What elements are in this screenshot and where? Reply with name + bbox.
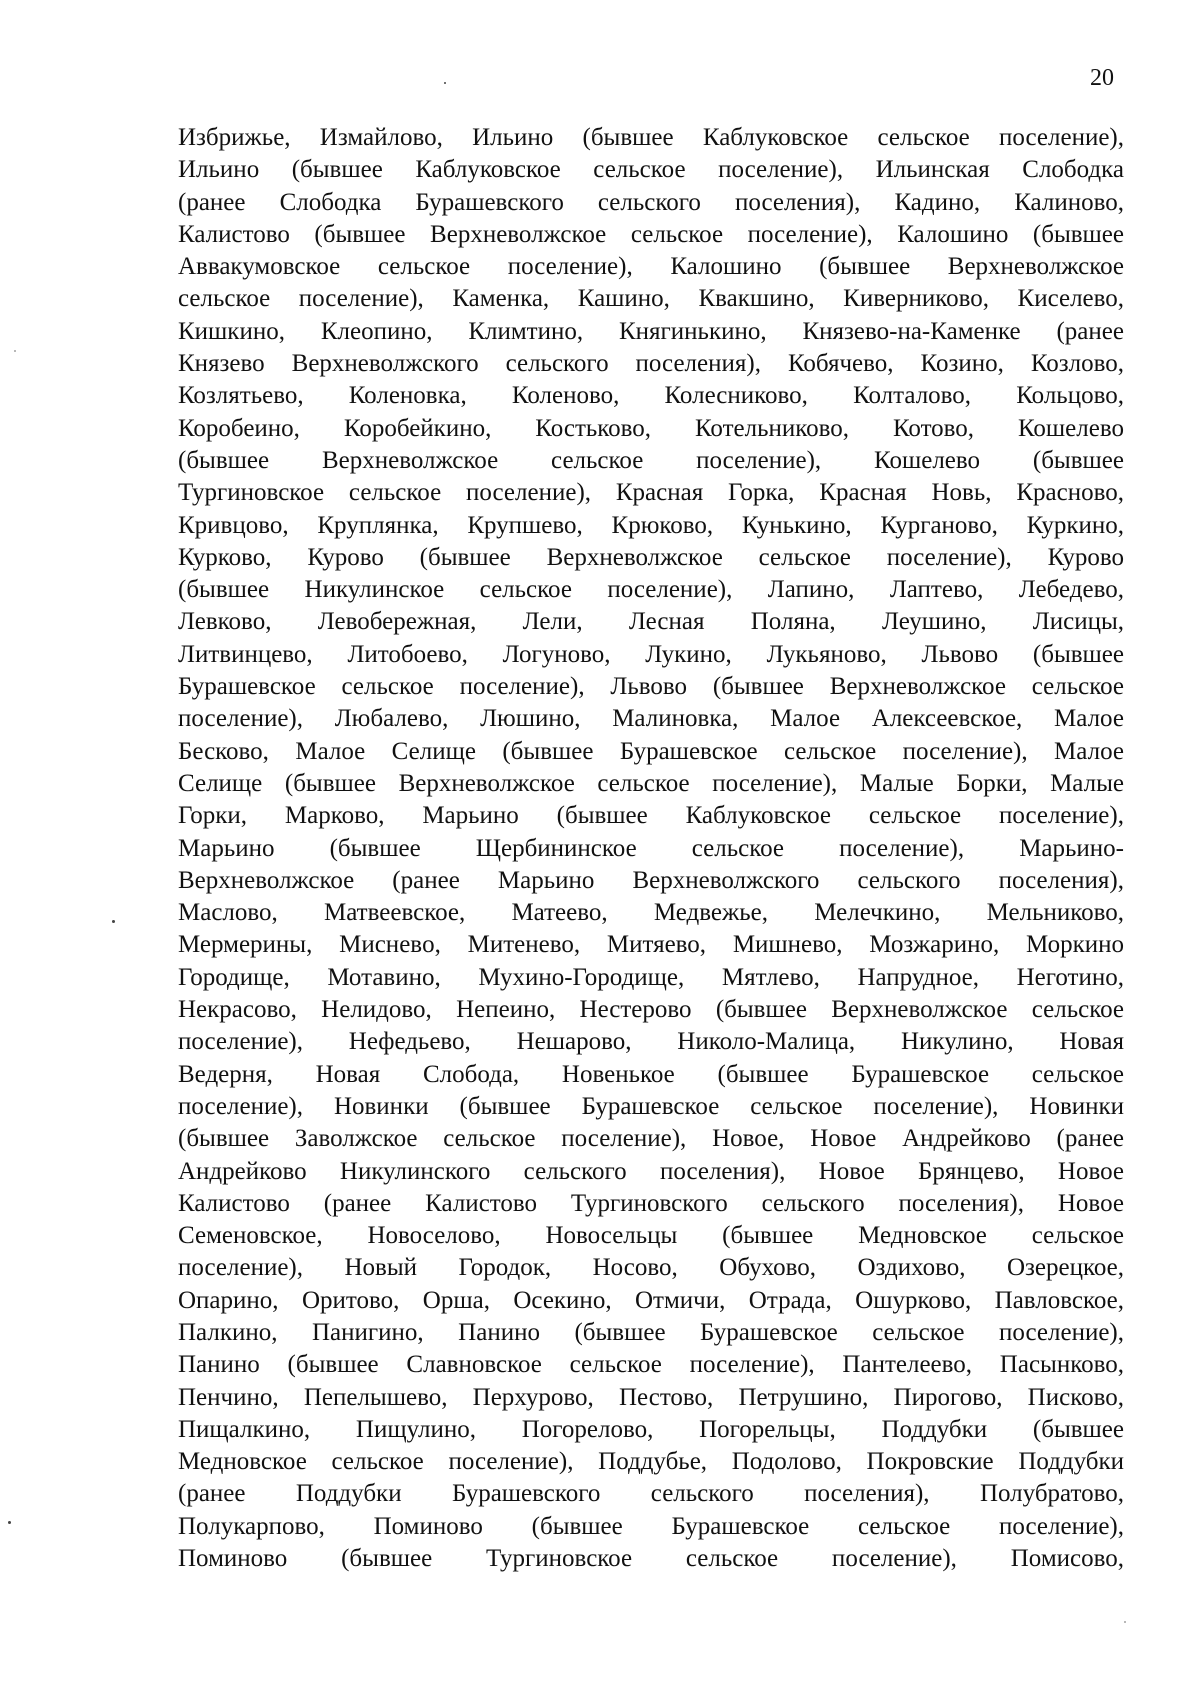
scan-speck [8,1521,11,1524]
text-line: Опарино, Оритово, Орша, Осекино, Отмичи, Отрада, Ошурково, Павловское, [178,1286,1125,1314]
text-line: Калистово (бывшее Верхневолжское сельское поселение), Калошино (бывшее [178,220,1124,248]
text-line: Бесково, Малое Селище (бывшее Бурашевское сельское поселение), Малое [178,737,1124,765]
text-line: Полукарпово, Поминово (бывшее Бурашевское сельское поселение), [178,1512,1125,1540]
text-line: Ильино (бывшее Каблуковское сельское поселение), Ильинская Слободка [178,156,1125,184]
text-line: Ведерня, Новая Слобода, Новенькое (бывшее Бурашевское сельское [178,1060,1125,1088]
text-line: Маслово, Матвеевское, Матеево, Медвежье, Мелечкино, Мельниково, [178,899,1125,927]
text-line: Пенчино, Пепелышево, Перхурово, Пестово, Петрушино, Пирогово, Писково, [178,1383,1124,1411]
text-line: поселение), Новый Городок, Носово, Обухово, Оздихово, Озерецкое, [178,1254,1125,1282]
text-line: Мермерины, Мисневo, Митенево, Митяево, Мишнево, Мозжарино, Моркино [178,931,1124,959]
text-line: поселение), Новинки (бывшее Бурашевское сельское поселение), Новинки [178,1092,1125,1120]
page-number: 20 [1090,65,1114,91]
text-line: (ранее Поддубки Бурашевского сельского поселения), Полубратово, [178,1480,1124,1508]
text-line: Марьино (бывшее Щербининское сельское поселение), Марьино- [178,834,1125,862]
scan-speck [14,350,16,352]
text-line: Панино (бывшее Славновское сельское поселение), Пантелеево, Пасынково, [178,1351,1124,1379]
text-line: сельское поселение), Каменка, Кашино, Квакшино, Киверниково, Киселево, [178,285,1125,313]
text-line: (бывшее Заволжское сельское поселение), Новое, Новое Андрейково (ранее [178,1125,1125,1153]
text-line: поселение), Нефедьево, Нешарово, Николо-Малица, Никулино, Новая [178,1028,1124,1056]
text-line: Аввакумовское сельское поселение), Калошино (бывшее Верхневолжское [178,253,1124,281]
text-line: Избрижье, Измайлово, Ильино (бывшее Каблуковское сельское поселение), [178,124,1124,151]
text-line: Кишкино, Клеопино, Климтино, Княгинькино, Князево-на-Каменке (ранее [178,317,1124,345]
text-line: Поминово (бывшее Тургиновское сельское поселение), Помисово, [178,1545,1125,1573]
text-line: Пищалкино, Пищулино, Погорелово, Погорельцы, Поддубки (бывшее [178,1415,1124,1443]
text-line: Князево Верхневолжского сельского поселения), Кобячево, Козино, Козлово, [178,350,1124,378]
text-line: Литвинцево, Литобоево, Логуново, Лукино, Лукьяново, Львово (бывшее [178,640,1124,668]
text-line: Андрейково Никулинского сельского поселения), Новое Брянцево, Новое [178,1157,1124,1185]
text-line: Городище, Мотавино, Мухино-Городище, Мятлево, Напрудное, Неготино, [178,963,1124,991]
text-line: (бывшее Верхневолжское сельское поселение), Кошелево (бывшее [178,446,1124,474]
text-line: поселение), Любалево, Люшино, Малиновка, Малое Алексеевское, Малое [178,705,1124,733]
text-line: Бурашевское сельское поселение), Львово (бывшее Верхневолжское сельское [178,673,1124,701]
scan-speck [444,82,446,84]
text-line: Медновское сельское поселение), Поддубье, Подолово, Покровские Поддубки [178,1448,1125,1476]
body-text [178,122,1124,1575]
text-line: Кривцово, Круплянка, Крупшево, Крюково, Кунькино, Курганово, Куркино, [178,511,1125,539]
text-line: (бывшее Никулинское сельское поселение), Лапино, Лаптево, Лебедево, [178,576,1125,604]
text-line: Курково, Курово (бывшее Верхневолжское сельское поселение), Курово [178,543,1125,571]
text-line: Селище (бывшее Верхневолжское сельское поселение), Малые Борки, Малые [178,769,1124,797]
text-line: Верхневолжское (ранее Марьино Верхневолжского сельского поселения), [178,866,1124,894]
text-line: (ранее Слободка Бурашевского сельского поселения), Кадино, Калиново, [178,188,1124,216]
scan-speck [112,920,115,923]
text-line: Горки, Марково, Марьино (бывшее Каблуковское сельское поселение), [178,802,1124,830]
text-line: Семеновское, Новоселово, Новосельцы (бывшее Медновское сельское [178,1222,1124,1250]
text-line: Палкино, Панигино, Панино (бывшее Бурашевское сельское поселение), [178,1318,1125,1346]
text-line: Левково, Левобережная, Лели, Лесная Поляна, Леушино, Лисицы, [178,608,1125,636]
text-line: Калистово (ранее Калистово Тургиновского сельского поселения), Новое [178,1189,1124,1217]
scan-speck [1124,1621,1126,1623]
text-line: Коробеино, Коробейкино, Костьково, Котельниково, Котово, Кошелево [178,414,1124,442]
text-line: Тургиновское сельское поселение), Красная Горка, Красная Новь, Красново, [178,479,1124,507]
text-line: Некрасово, Нелидово, Непеино, Нестерово (бывшее Верхневолжское сельское [178,996,1124,1024]
text-line: Козлятьево, Коленовка, Коленово, Колесниково, Колталово, Кольцово, [178,382,1124,410]
